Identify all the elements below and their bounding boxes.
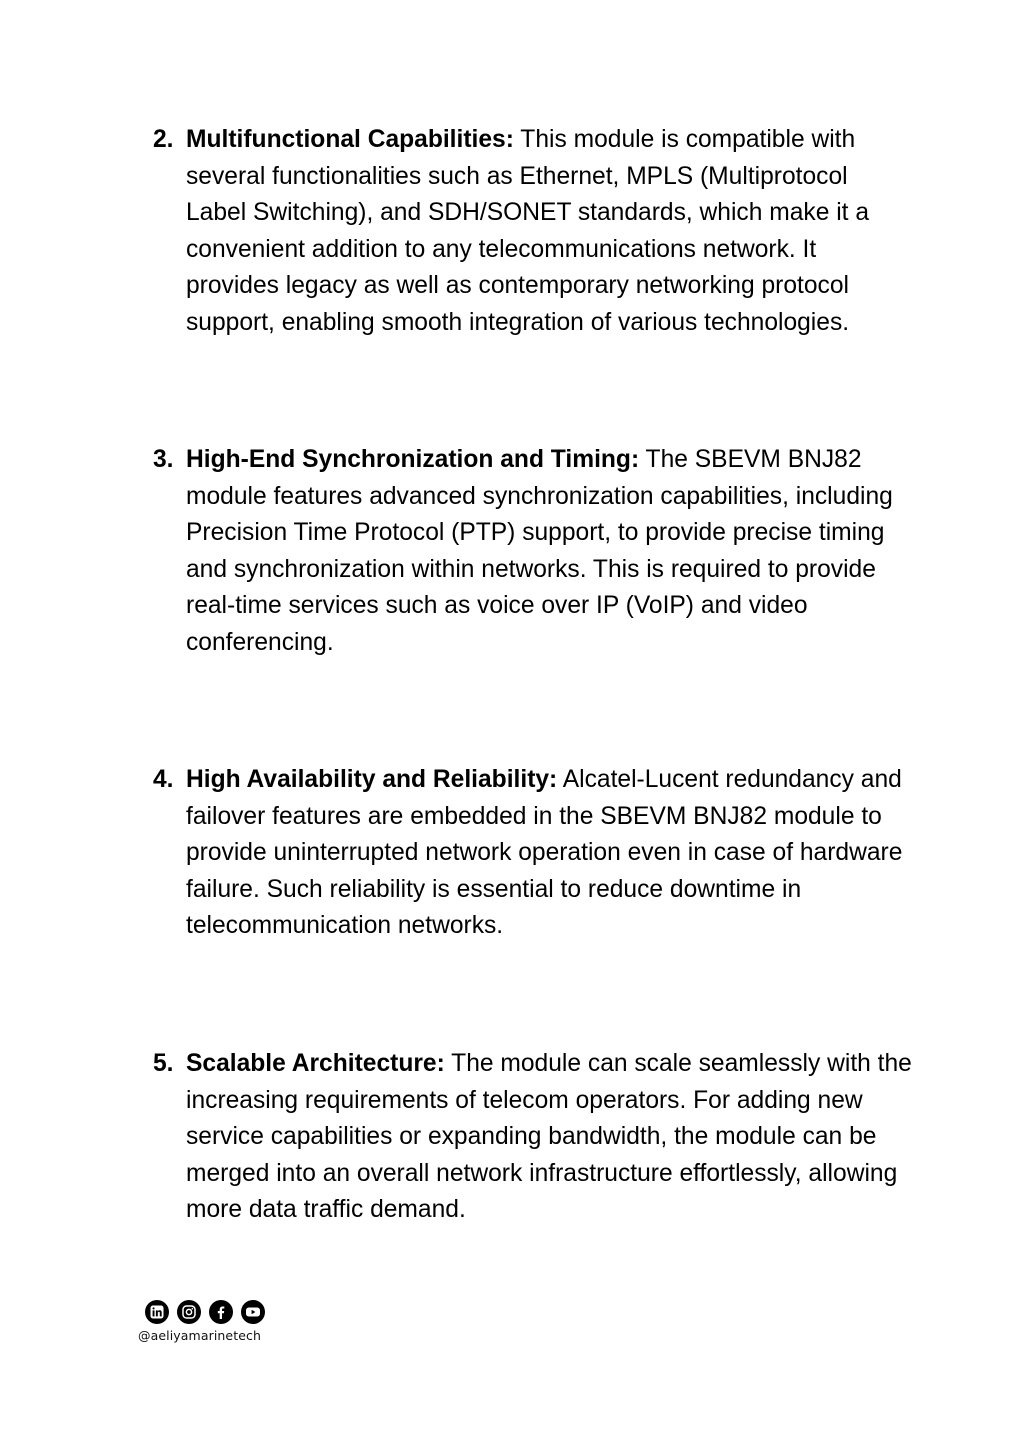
list-item-number: 3. — [153, 446, 174, 473]
list-item-content — [186, 122, 913, 342]
list-item-title: High-End Synchronization and Timing: — [186, 446, 640, 473]
list-item-number: 5. — [153, 1050, 174, 1077]
list-item-title: Scalable Architecture: — [186, 1050, 445, 1077]
linkedin-icon[interactable] — [145, 1300, 169, 1324]
list-item-content — [186, 442, 913, 662]
list-item-title: High Availability and Reliability: — [186, 766, 558, 793]
list-item-text: This module is compatible with several functionalities such as Ethernet, MPLS (Multiprotocol Label Switching), and SDH/SONET standards, which make it a convenient addition to any telecommunications network. It provides legacy as well as contemporary networking protocol support, enabling smooth integration of various technologies. — [186, 126, 870, 336]
list-item-number: 2. — [153, 126, 174, 153]
social-handle: @aeliyamarinetech — [138, 1328, 262, 1343]
instagram-icon[interactable] — [177, 1300, 201, 1324]
list-item-title: Multifunctional Capabilities: — [186, 126, 514, 153]
list-item-number: 4. — [153, 766, 174, 793]
list-item-text: The module can scale seamlessly with the increasing requirements of telecom operators. For adding new service capabilities or expanding bandwidth, the module can be merged into an overall network infrastructure effortlessly, allowing more data traffic demand. — [186, 1050, 912, 1224]
social-footer — [138, 1300, 278, 1343]
social-icons — [145, 1300, 278, 1324]
list-item — [153, 122, 913, 342]
list-item — [153, 442, 913, 662]
list-item-text: The SBEVM BNJ82 module features advanced synchronization capabilities, including Precision Time Protocol (PTP) support, to provide precise timing and synchronization within networks. This is required to provide real-time services such as voice over IP (VoIP) and video conferencing. — [186, 446, 893, 656]
list-item — [153, 1046, 913, 1229]
list-item-text: Alcatel-Lucent redundancy and failover features are embedded in the SBEVM BNJ82 module to provide uninterrupted network operation even in case of hardware failure. Such reliability is essential to reduce downtime in telecommunication networks. — [186, 766, 903, 940]
youtube-icon[interactable] — [241, 1300, 265, 1324]
list-item — [153, 762, 913, 945]
list-item-content — [186, 1046, 913, 1229]
list-item-content — [186, 762, 913, 945]
facebook-icon[interactable] — [209, 1300, 233, 1324]
